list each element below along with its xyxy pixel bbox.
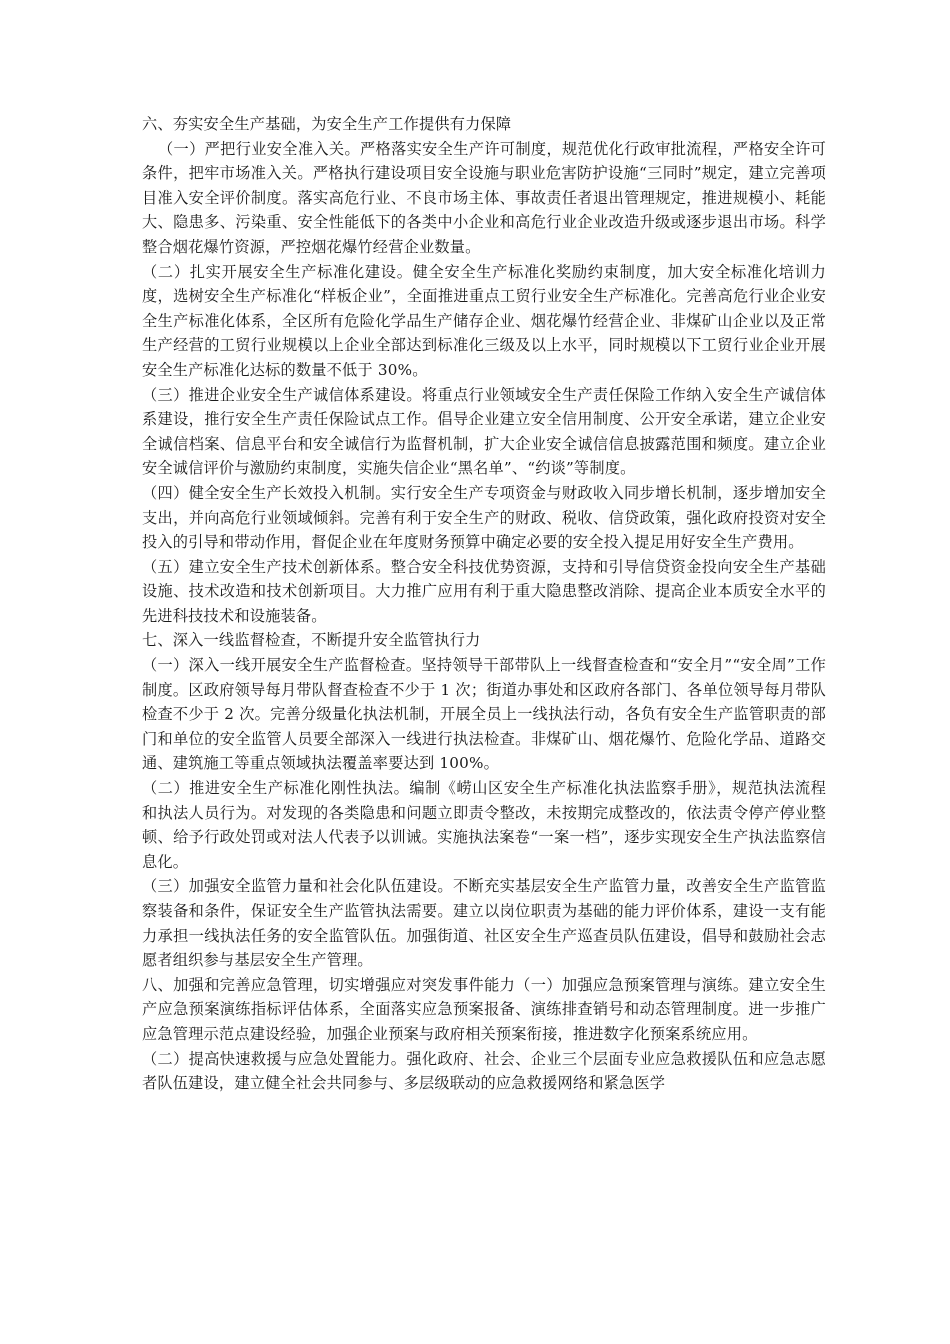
paragraph-7-3: （三）加强安全监管力量和社会化队伍建设。不断充实基层安全生产监管力量，改善安全生产监管监察装备和条件，保证安全生产监管执法需要。建立以岗位职责为基础的能力评价体系，建设一支有能力承担一线执法任务的安全监管队伍。加强街道、社区安全生产巡查员队伍建设，倡导和鼓励社会志愿者组织参与基层安全生产管理。 [142, 877, 826, 970]
paragraph-8-2: （二）提高快速救援与应急处置能力。强化政府、社会、企业三个层面专业应急救援队伍和应急志愿者队伍建设，建立健全社会共同参与、多层级联动的应急救援网络和紧急医学 [142, 1049, 826, 1093]
section-heading-6: 六、夯实安全生产基础，为安全生产工作提供有力保障 [142, 115, 512, 133]
section-heading-7: 七、深入一线监督检查，不断提升安全监管执行力 [142, 631, 481, 650]
paragraph-6-3: （三）推进企业安全生产诚信体系建设。将重点行业领域安全生产责任保险工作纳入安全生产诚信体系建设，推行安全生产责任保险试点工作。倡导企业建立安全信用制度、公开安全承诺，建立企业安全诚信档案、信息平台和安全诚信行为监督机制，扩大企业安全诚信信息披露范围和频度。建立企业安全诚信评价与激励约束制度，实施失信企业“黑名单”、“约谈”等制度。 [142, 385, 826, 478]
paragraph-6-4: （四）健全安全生产长效投入机制。实行安全生产专项资金与财政收入同步增长机制，逐步增加安全支出，并向高危行业领域倾斜。完善有利于安全生产的财政、税收、信贷政策，强化政府投资对安全投入的引导和带动作用，督促企业在年度财务预算中确定必要的安全投入提足用好安全生产费用。 [142, 483, 826, 552]
paragraph-7-1: （一）深入一线开展安全生产监督检查。坚持领导干部带队上一线督查检查和“安全月”“安全周”工作制度。区政府领导每月带队督查检查不少于 1 次；街道办事处和区政府各部门、各单位领导每月带队检查不少于 2 次。完善分级量化执法机制，开展全员上一线执法行动，各负有安全生产监管职责的部门和单位的安全监管人员要全部深入一线进行执法检查。非煤矿山、烟花爆竹、危险化学品、道路交通、建筑施工等重点领域执法覆盖率要达到 100%。 [142, 656, 826, 773]
document-body [142, 112, 826, 1096]
section-heading-8: 八、加强和完善应急管理，切实增强应对突发事件能力（一）加强应急预案管理与演练。建立安全生产应急预案演练指标评估体系，全面落实应急预案报备、演练排查销号和动态管理制度。进一步推广应急管理示范点建设经验，加强企业预案与政府相关预案衔接，推进数字化预案系统应用。 [142, 975, 826, 1043]
paragraph-6-1: （一）严把行业安全准入关。严格落实安全生产许可制度，规范优化行政审批流程，严格安全许可条件，把牢市场准入关。严格执行建设项目安全设施与职业危害防护设施“三同时”规定，建立完善项目准入安全评价制度。落实高危行业、不良市场主体、事故责任者退出管理规定，推进规模小、耗能大、隐患多、污染重、安全性能低下的各类中小企业和高危行业企业改造升级或逐步退出市场。科学整合烟花爆竹资源，严控烟花爆竹经营企业数量。 [142, 139, 826, 256]
paragraph-6-2: （二）扎实开展安全生产标准化建设。健全安全生产标准化奖励约束制度，加大安全标准化培训力度，选树安全生产标准化“样板企业”，全面推进重点工贸行业安全生产标准化。完善高危行业企业安全生产标准化体系，全区所有危险化学品生产储存企业、烟花爆竹经营企业、非煤矿山企业以及正常生产经营的工贸行业规模以上企业全部达到标准化三级及以上水平，同时规模以下工贸行业企业开展安全生产标准化达标的数量不低于 30%。 [142, 262, 826, 379]
paragraph-7-2: （二）推进安全生产标准化刚性执法。编制《崂山区安全生产标准化执法监察手册》，规范执法流程和执法人员行为。对发现的各类隐患和问题立即责令整改，未按期完成整改的，依法责令停产停业整顿、给予行政处罚或对法人代表予以训诫。实施执法案卷“一案一档”，逐步实现安全生产执法监察信息化。 [142, 779, 826, 871]
paragraph-6-5: （五）建立安全生产技术创新体系。整合安全科技优势资源，支持和引导信贷资金投向安全生产基础设施、技术改造和技术创新项目。大力推广应用有利于重大隐患整改消除、提高企业本质安全水平的先进科技技术和设施装备。 [142, 557, 826, 625]
